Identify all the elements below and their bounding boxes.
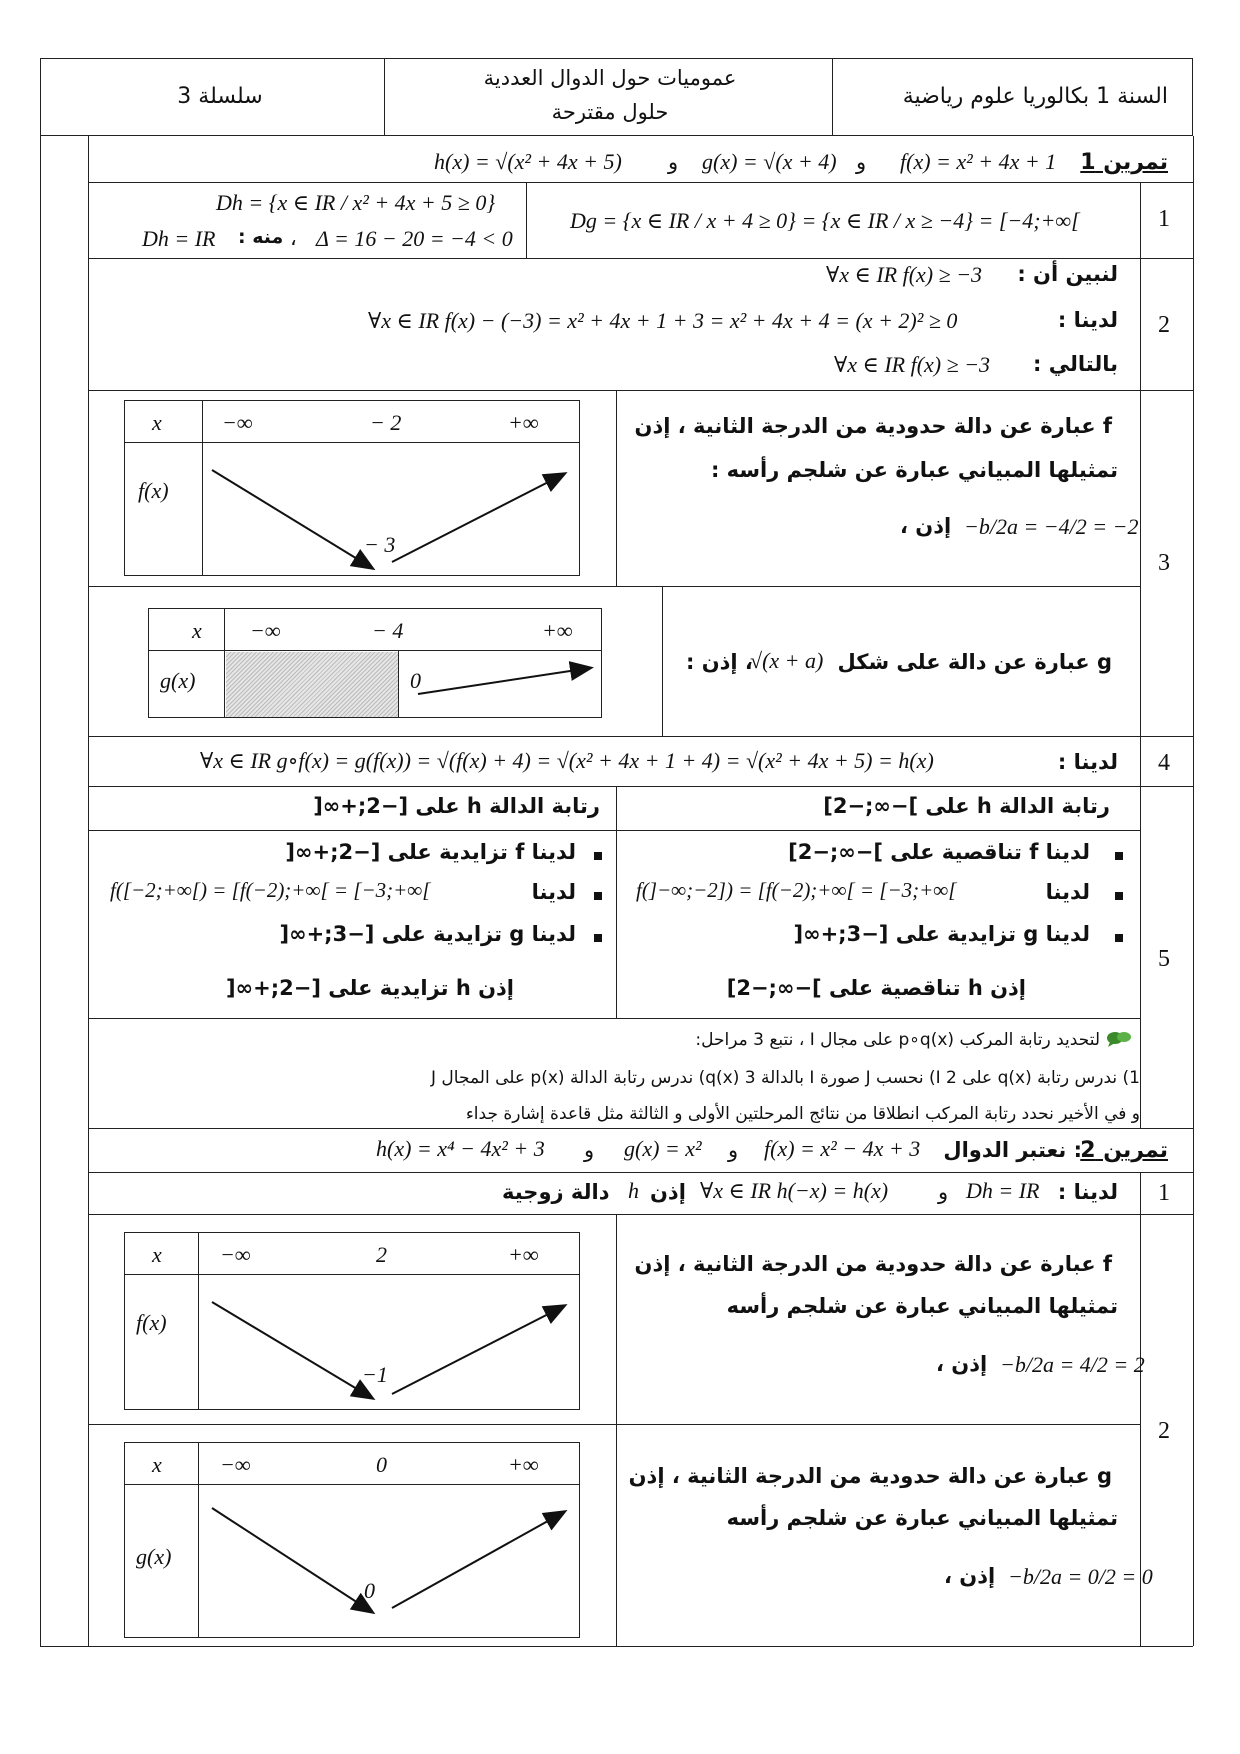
q3-tg-pinf: +∞ <box>542 618 573 643</box>
q1-domain-h-1: Dh = {x ∈ IR / x² + 4x + 5 ≥ 0} <box>216 190 496 215</box>
ex2-tf-arrow-down <box>212 1302 372 1398</box>
q1-delta: Δ = 16 − 20 = −4 < 0 <box>316 226 513 251</box>
q3-tf-x: x <box>152 410 162 435</box>
ex2-tf-x: x <box>152 1242 162 1267</box>
q3-f-text-1: f عبارة عن دالة حدودية من الدرجة الثانية ، إذن <box>634 414 1112 438</box>
ex2-tf-c: 2 <box>376 1242 387 1267</box>
ex2-tf-minf: −∞ <box>220 1242 251 1267</box>
q3-tg-c: − 4 <box>372 618 404 643</box>
ex2-and-1: و <box>728 1138 739 1162</box>
q3-g-form: √(x + a) <box>750 648 824 673</box>
q3-tg-gx: g(x) <box>160 668 196 693</box>
q1-minh: منه : <box>238 226 284 248</box>
ex2-q1-m3: h <box>628 1178 639 1203</box>
q3-tf-ext: − 3 <box>364 532 396 557</box>
ex2-q1-ar1: لدينا : <box>1057 1180 1118 1204</box>
ex2-tg-c: 0 <box>376 1452 387 1477</box>
ex1-def-h: h(x) = √(x² + 4x + 5) <box>434 149 622 174</box>
header-subtitle: حلول مقترحة <box>551 100 669 124</box>
q1-comma: ، <box>290 226 297 250</box>
ex2-q1-ar3: دالة زوجية <box>502 1180 610 1204</box>
q5-l2-m: f([−2;+∞[) = [f(−2);+∞[ = [−3;+∞[ <box>110 878 431 902</box>
q3-tf-fx: f(x) <box>138 478 169 503</box>
q4-number: 4 <box>1158 750 1170 776</box>
q5-r2-m: f(]−∞;−2]) = [f(−2);+∞[ = [−3;+∞[ <box>636 878 957 902</box>
ex2-and-2: و <box>584 1138 595 1162</box>
ex2-def-h: h(x) = x⁴ − 4x² + 3 <box>376 1136 545 1161</box>
ex2-q2-number: 2 <box>1158 1418 1170 1444</box>
ex2-tg-gx: g(x) <box>136 1544 172 1569</box>
q5-l1: لدينا f تزايدية على [−2;+∞[ <box>285 840 576 864</box>
q1-number: 1 <box>1158 206 1170 232</box>
ex2-tf-pinf: +∞ <box>508 1242 539 1267</box>
q1-domain-h-2: Dh = IR <box>142 226 216 251</box>
ex2-title: تمرين 2 <box>1080 1138 1168 1163</box>
q3-tf-arrow-up <box>392 474 564 562</box>
ex2-q2-g-text-2: تمثيلها المبياني عبارة عن شلجم رأسه <box>726 1506 1118 1530</box>
q3-tf-pinf: +∞ <box>508 410 539 435</box>
ex2-tg-arrow-down <box>212 1508 372 1612</box>
q2-line3-ar: بالتالي : <box>1033 352 1118 376</box>
ex2-tf-arrow-up <box>392 1306 564 1394</box>
q5-number: 5 <box>1158 946 1170 972</box>
q2-line2-m: ∀x ∈ IR f(x) − (−3) = x² + 4x + 1 + 3 = x² + 4x + 4 = (x + 2)² ≥ 0 <box>368 308 958 333</box>
q2-line1-ar: لنبين أن : <box>1017 262 1118 286</box>
ex2-q2-f-izan: إذن ، <box>936 1352 988 1376</box>
ex1-def-g: g(x) = √(x + 4) <box>702 149 837 174</box>
q3-tg-x: x <box>192 618 202 643</box>
q2-number: 2 <box>1158 312 1170 338</box>
ex2-q1-m1: Dh = IR <box>966 1178 1040 1203</box>
ex2-tg-minf: −∞ <box>220 1452 251 1477</box>
header-level: السنة 1 بكالوريا علوم رياضية <box>902 84 1168 109</box>
ex2-tg-pinf: +∞ <box>508 1452 539 1477</box>
ex2-q2-f-text-1: f عبارة عن دالة حدودية من الدرجة الثانية ، إذن <box>634 1252 1112 1276</box>
q5-head-left: رتابة الدالة h على [−2;+∞[ <box>313 794 600 818</box>
ex2-q2-g-calc: −b/2a = 0/2 = 0 <box>1008 1564 1153 1589</box>
header-series: سلسلة 3 <box>177 84 263 109</box>
q3-f-izan: إذن ، <box>900 514 952 538</box>
q3-number: 3 <box>1158 550 1170 576</box>
q2-line3-m: ∀x ∈ IR f(x) ≥ −3 <box>834 352 991 377</box>
ex2-title-text: : نعتبر الدوال <box>943 1138 1082 1162</box>
ex2-tf-ext: −1 <box>362 1362 388 1387</box>
ex1-def-f: f(x) = x² + 4x + 1 <box>900 149 1057 174</box>
ex2-def-f: f(x) = x² − 4x + 3 <box>764 1136 921 1161</box>
q3-f-calc: −b/2a = −4/2 = −2 <box>964 514 1139 539</box>
q5-r1: لدينا f تناقصية على ]−∞;−2] <box>788 840 1090 864</box>
q2-line1-m: ∀x ∈ IR f(x) ≥ −3 <box>826 262 983 287</box>
q5-l4: إذن h تزايدية على [−2;+∞[ <box>226 976 514 1000</box>
ex2-q1-ar2: إذن <box>650 1180 686 1204</box>
q3-tg-zero: 0 <box>410 668 421 693</box>
q5-head-right: رتابة الدالة h على ]−∞;−2] <box>823 794 1110 818</box>
q3-tf-arrow-down <box>212 470 372 568</box>
q3-tg-minf: −∞ <box>250 618 281 643</box>
ex2-tf-fx: f(x) <box>136 1310 167 1335</box>
ex1-and-1: و <box>856 150 867 174</box>
q4-m: ∀x ∈ IR g∘f(x) = g(f(x)) = √(f(x) + 4) = √(x² + 4x + 1 + 4) = √(x² + 4x + 5) = h(x) <box>200 748 934 773</box>
header-title: عموميات حول الدوال العددية <box>483 66 737 90</box>
q5-note-2: 1) ندرس رتابة q(x) على I 2) نحسب J صورة I بالدالة q(x) 3) ندرس رتابة الدالة p(x) على المجال J <box>431 1068 1140 1088</box>
q3-tf-c: − 2 <box>370 410 402 435</box>
ex2-q2-g-text-1: g عبارة عن دالة حدودية من الدرجة الثانية ، إذن <box>628 1464 1112 1488</box>
ex2-q1-number: 1 <box>1158 1180 1170 1206</box>
ex2-tg-arrow-up <box>392 1512 564 1608</box>
q3-tf-minf: −∞ <box>222 410 253 435</box>
q3-tg-arrow-up <box>418 668 590 694</box>
q5-r4: إذن h تناقصية على ]−∞;−2] <box>726 976 1026 1000</box>
ex2-q1-and: و <box>938 1180 949 1204</box>
ex2-q1-m2: ∀x ∈ IR h(−x) = h(x) <box>700 1178 889 1203</box>
q5-note-1: لتحديد رتابة المركب p∘q(x) على مجال I ، نتبع 3 مراحل: <box>695 1030 1100 1050</box>
q3-g-izan: ، إذن : <box>686 650 753 674</box>
ex1-title: تمرين 1 <box>1080 150 1168 175</box>
ex1-and-2: و <box>668 150 679 174</box>
ex2-tg-ext: 0 <box>364 1578 375 1603</box>
q4-ar: لدينا : <box>1057 750 1118 774</box>
q5-r3: لدينا g تزايدية على [−3;+∞[ <box>793 922 1090 946</box>
ex2-q2-f-text-2: تمثيلها المبياني عبارة عن شلجم رأسه <box>726 1294 1118 1318</box>
ex2-q2-g-izan: إذن ، <box>944 1564 996 1588</box>
q5-note-3: و في الأخير نحدد رتابة المركب انطلاقا من نتائج المرحلتين الأولى و الثالثة مثل قاعدة إشارة جداء <box>465 1104 1140 1124</box>
ex2-tg-x: x <box>152 1452 162 1477</box>
q3-g-text: g عبارة عن دالة على شكل <box>837 650 1112 674</box>
q5-r2-ar: لدينا <box>1045 880 1090 904</box>
ex2-def-g: g(x) = x² <box>624 1136 702 1161</box>
q1-domain-g: Dg = {x ∈ IR / x + 4 ≥ 0} = {x ∈ IR / x ≥ −4} = [−4;+∞[ <box>570 208 1080 233</box>
q2-line2-ar: لدينا : <box>1057 308 1118 332</box>
q5-l3: لدينا g تزايدية على [−3;+∞[ <box>279 922 576 946</box>
q3-f-text-2: تمثيلها المبياني عبارة عن شلجم رأسه : <box>710 458 1118 482</box>
q5-l2-ar: لدينا <box>531 880 576 904</box>
ex2-q2-f-calc: −b/2a = 4/2 = 2 <box>1000 1352 1145 1377</box>
